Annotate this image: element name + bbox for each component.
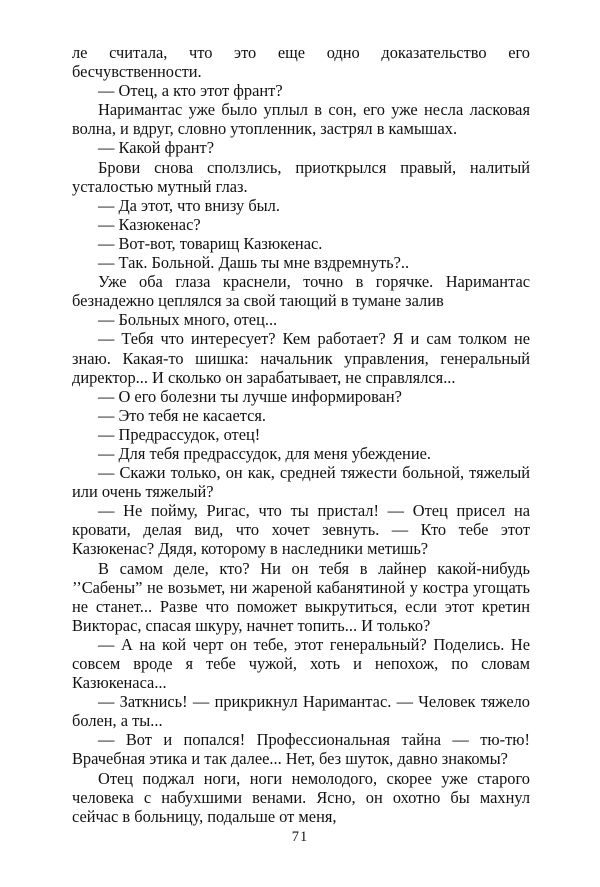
paragraph: — Заткнись! — прикрикнул Наримантас. — Человек тяжело болен, а ты... — [72, 692, 530, 731]
paragraph: — Да этот, что внизу был. — [98, 195, 280, 215]
paragraph: — Скажи только, он как, средней тяжести больной, тяжелый или очень тяжелый? — [72, 463, 530, 502]
paragraph: — Отец, а кто этот франт? — [98, 81, 283, 101]
paragraph: — О его болезни ты лучше информирован? — [98, 386, 402, 406]
paragraph: — Так. Больной. Дашь ты мне вздремнуть?.. — [98, 253, 410, 273]
page-number: 71 — [291, 829, 309, 845]
paragraph: — Казюкенас? — [98, 214, 201, 234]
paragraph: Наримантас уже было уплыл в сон, его уже несла ласковая волна, и вдруг, словно утопленник, застрял в камышах. — [72, 100, 530, 139]
book-page-text — [72, 43, 530, 843]
paragraph: — Это тебя не касается. — [98, 405, 266, 425]
paragraph: — Вот и попался! Профессиональная тайна — тю-тю! Врачебная этика и так далее... Нет, без шуток, давно знакомы? — [72, 730, 530, 769]
paragraph: Брови снова сползлись, приоткрылся правый, налитый усталостью мутный глаз. — [72, 157, 530, 196]
paragraph: — Для тебя предрассудок, для меня убеждение. — [98, 443, 431, 463]
paragraph: — Вот-вот, товарищ Казюкенас. — [98, 233, 323, 253]
paragraph: — Больных много, отец... — [98, 310, 278, 330]
paragraph: Отец поджал ноги, ноги немолодого, скорее уже старого человека с набухшими венами. Ясно, он охотно бы махнул сейчас в больницу, подальше от меня, — [72, 768, 530, 826]
paragraph: — Не пойму, Ригас, что ты пристал! — Отец присел на кровати, делая вид, что хочет зевнуть. — Кто тебе этот Казюкенас? Дядя, которому в наследники метишь? — [72, 501, 530, 559]
paragraph: — Тебя что интересует? Кем работает? Я и сам толком не знаю. Какая-то шишка: начальник управления, генеральный директор... И сколько он зарабатывает, не справлялся... — [72, 329, 530, 387]
paragraph: В самом деле, кто? Ни он тебя в лайнер какой-нибудь ’’Сабены” не возьмет, ни жареной кабанятиной у костра угощать не станет... Разве что поможет выкрутиться, если этот кретин Викторас, спасая шкуру, начнет топить... И только? — [72, 558, 530, 635]
paragraph: ле считала, что это еще одно доказательство его бесчувственности. — [72, 43, 530, 82]
paragraph: Уже оба глаза краснели, точно в горячке. Наримантас безнадежно цеплялся за свой тающий в тумане залив — [72, 272, 530, 311]
paragraph: — Какой франт? — [98, 138, 214, 158]
paragraph: — А на кой черт он тебе, этот генеральный? Поделись. Не совсем вроде я тебе чужой, хоть и непохож, по словам Казюкенаса... — [72, 634, 530, 693]
paragraph: — Предрассудок, отец! — [98, 424, 261, 444]
